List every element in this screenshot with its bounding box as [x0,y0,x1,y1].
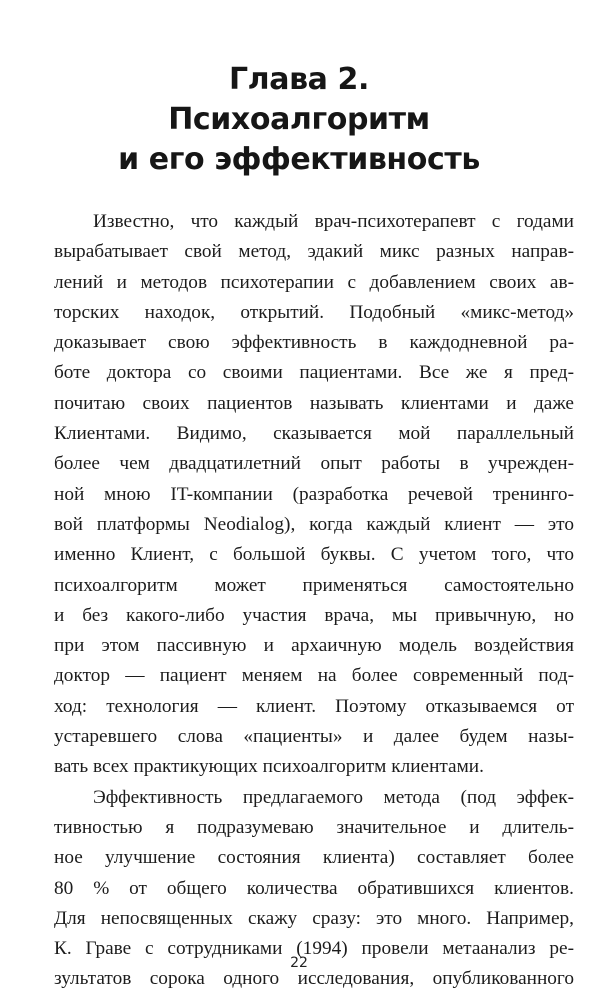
text-line: 80 % от общего количества обратившихся клиентов. [54,877,574,899]
text-line: зультатов сорока одного исследования, опубликованного [54,968,574,990]
text-line: почитаю своих пациентов называть клиентами и даже [54,392,574,414]
chapter-title-line-2: и его эффективность [118,142,480,177]
text-line: при этом пассивную и архаичную модель воздействия [54,635,574,657]
text-line: ное улучшение состояния клиента) составляет более [54,847,574,869]
text-line: Известно, что каждый врач-психотерапевт с годами [93,211,574,232]
page-number: 22 [290,955,308,971]
chapter-title-line-1: Психоалгоритм [168,102,430,137]
text-line: К. Граве с сотрудниками (1994) провели метаанализ ре- [54,938,574,960]
text-line: ной мною IT-компании (разработка речевой тренинго- [54,483,574,505]
text-line: более чем двадцатилетний опыт работы в учрежден- [54,453,574,475]
text-line: устаревшего слова «пациенты» и далее будем назы- [54,726,574,748]
text-line: торских находок, открытий. Подобный «микс-метод» [54,301,574,323]
body-text [54,207,574,995]
text-line: психоалгоритм может применяться самостоятельно [54,574,574,596]
text-line: вырабатывает свой метод, эдакий микс разных направ- [54,241,574,263]
text-line: Клиентами. Видимо, сказывается мой параллельный [54,423,574,445]
text-line: тивностью я подразумеваю значительное и длитель- [54,816,574,838]
text-line: и без какого-либо участия врача, мы привычную, но [54,604,574,626]
text-line: именно Клиент, с большой буквы. С учетом того, что [54,544,574,566]
text-line: доктор — пациент меняем на более современный под- [54,665,574,687]
text-line: ход: технология — клиент. Поэтому отказываемся от [54,695,574,717]
text-line: лений и методов психотерапии с добавлением своих ав- [54,271,574,293]
text-line: Эффективность предлагаемого метода (под эффек- [93,786,574,808]
text-line: доказывает свою эффективность в каждодневной ра- [54,332,574,354]
chapter-number: Глава 2. [228,62,370,97]
text-line: Для непосвященных скажу сразу: это много. Например, [54,907,574,929]
text-line: боте доктора со своими пациентами. Все же я пред- [54,362,574,384]
text-line: вать всех практикующих психоалгоритм клиентами. [54,756,484,778]
text-line: вой платформы Neodialog), когда каждый клиент — это [54,513,574,535]
